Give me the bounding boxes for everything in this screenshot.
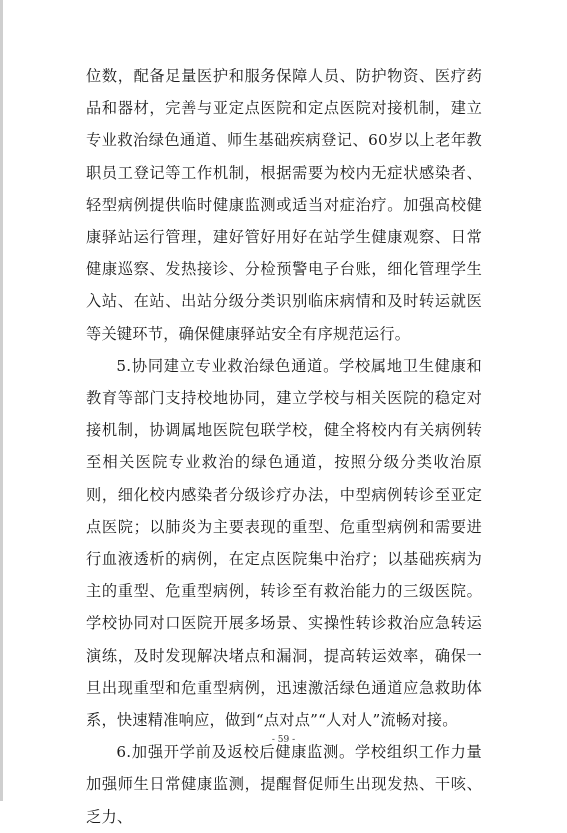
paragraph-continued: 位数，配备足量医护和服务保障人员、防护物资、医疗药品和器材，完善与亚定点医院和定点医院对接机制，建立专业救治绿色通道、师生基础疾病登记、60岁以上老年教职员工登记等工作机制，根据需要为校内无症状感染者、轻型病例提供临时健康监测或适当对症治疗。加强高校健康驿站运行管理，建好管好用好在站学生健康观察、日常健康巡察、发热接诊、分检预警电子台账，细化管理学生入站、在站、出站分级分类识别临床病情和及时转运就医等关键环节，确保健康驿站安全有序规范运行。 <box>86 67 482 343</box>
page-edge <box>0 0 3 801</box>
paragraph-item-6: 6.加强开学前及返校后健康监测。学校组织工作力量加强师生日常健康监测，提醒督促师生出现发热、干咳、乏力、 <box>86 743 482 826</box>
paragraph-item-5: 5.协同建立专业救治绿色通道。学校属地卫生健康和教育等部门支持校地协同，建立学校与相关医院的稳定对接机制，协调属地医院包联学校，健全将校内有关病例转至相关医院专业救治的绿色通道，按照分级分类收治原则，细化校内感染者分级诊疗办法，中型病例转诊至亚定点医院；以肺炎为主要表现的重型、危重型病例和需要进行血液透析的病例，在定点医院集中治疗；以基础疾病为主的重型、危重型病例，转诊至有救治能力的三级医院。学校协同对口医院开展多场景、实操性转诊救治应急转运演练，及时发现解决堵点和漏洞，提高转运效率，确保一旦出现重型和危重型病例，迅速激活绿色通道应急救助体系，快速精准响应，做到“点对点”“人对人”流畅对接。 <box>86 356 482 730</box>
page-number: - 59 - <box>271 735 296 745</box>
body-text <box>86 60 482 833</box>
